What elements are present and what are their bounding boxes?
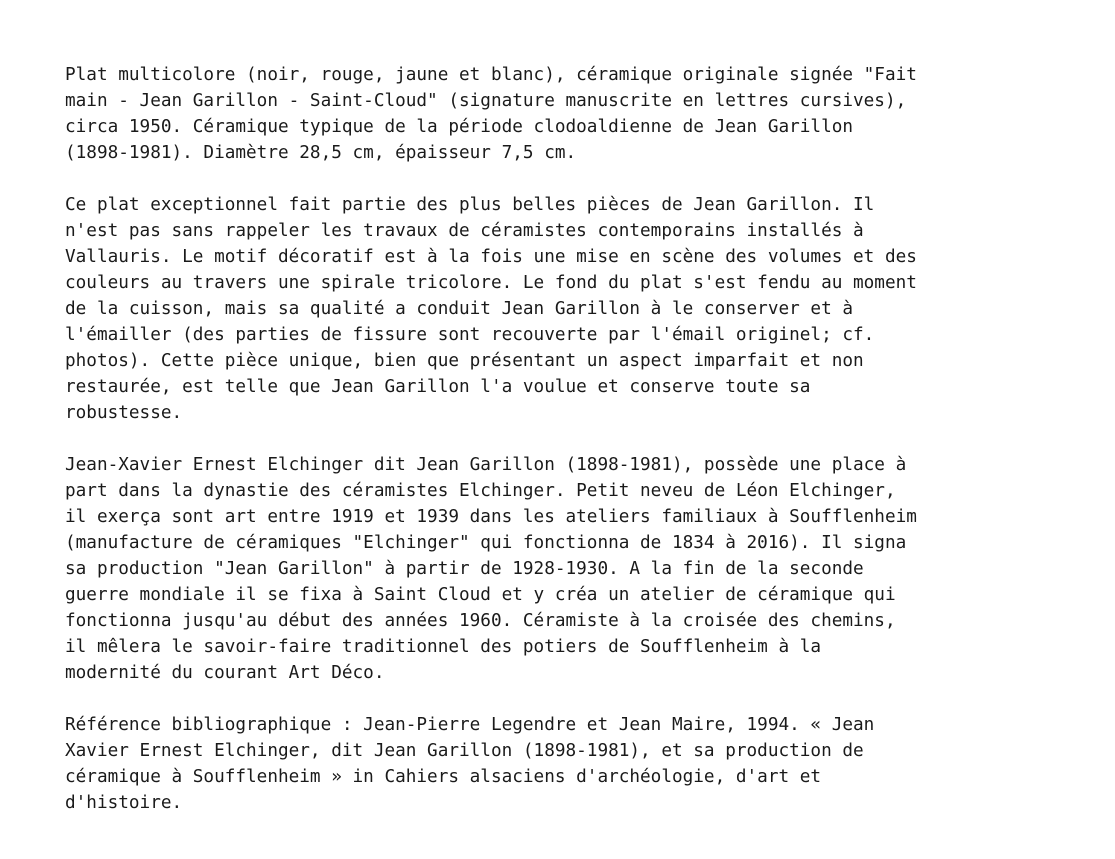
- paragraph-condition: [65, 192, 1095, 426]
- text-line: robustesse.: [65, 403, 183, 423]
- text-line: Xavier Ernest Elchinger, dit Jean Garillon (1898-1981), et sa production de: [65, 741, 864, 761]
- text-line: l'émailler (des parties de fissure sont recouverte par l'émail originel; cf.: [65, 325, 875, 345]
- paragraph-bibliography: [65, 712, 1095, 816]
- text-line: (1898-1981). Diamètre 28,5 cm, épaisseur 7,5 cm.: [65, 143, 577, 163]
- text-line: part dans la dynastie des céramistes Elchinger. Petit neveu de Léon Elchinger,: [65, 481, 896, 501]
- text-line: n'est pas sans rappeler les travaux de céramistes contemporains installés à: [65, 221, 864, 241]
- text-line: modernité du courant Art Déco.: [65, 663, 385, 683]
- text-line: d'histoire.: [65, 793, 183, 813]
- text-line: couleurs au travers une spirale tricolore. Le fond du plat s'est fendu au moment: [65, 273, 917, 293]
- text-line: Plat multicolore (noir, rouge, jaune et blanc), céramique originale signée "Fait: [65, 65, 917, 85]
- text-line: main - Jean Garillon - Saint-Cloud" (signature manuscrite en lettres cursives),: [65, 91, 907, 111]
- text-line: sa production "Jean Garillon" à partir de 1928-1930. A la fin de la seconde: [65, 559, 864, 579]
- text-line: il exerça sont art entre 1919 et 1939 dans les ateliers familiaux à Soufflenheim: [65, 507, 917, 527]
- text-line: photos). Cette pièce unique, bien que présentant un aspect imparfait et non: [65, 351, 864, 371]
- text-line: Jean-Xavier Ernest Elchinger dit Jean Garillon (1898-1981), possède une place à: [65, 455, 907, 475]
- paragraph-description: [65, 62, 1095, 166]
- text-line: fonctionna jusqu'au début des années 1960. Céramiste à la croisée des chemins,: [65, 611, 896, 631]
- text-line: circa 1950. Céramique typique de la période clodoaldienne de Jean Garillon: [65, 117, 854, 137]
- text-line: Ce plat exceptionnel fait partie des plus belles pièces de Jean Garillon. Il: [65, 195, 875, 215]
- paragraph-biography: [65, 452, 1095, 686]
- text-line: Vallauris. Le motif décoratif est à la fois une mise en scène des volumes et des: [65, 247, 917, 267]
- text-line: céramique à Soufflenheim » in Cahiers alsaciens d'archéologie, d'art et: [65, 767, 822, 787]
- text-line: de la cuisson, mais sa qualité a conduit Jean Garillon à le conserver et à: [65, 299, 854, 319]
- text-line: guerre mondiale il se fixa à Saint Cloud et y créa un atelier de céramique qui: [65, 585, 896, 605]
- text-line: Référence bibliographique : Jean-Pierre Legendre et Jean Maire, 1994. « Jean: [65, 715, 875, 735]
- text-line: (manufacture de céramiques "Elchinger" qui fonctionna de 1834 à 2016). Il signa: [65, 533, 907, 553]
- text-line: restaurée, est telle que Jean Garillon l'a voulue et conserve toute sa: [65, 377, 811, 397]
- text-line: il mêlera le savoir-faire traditionnel des potiers de Soufflenheim à la: [65, 637, 822, 657]
- document-body: [65, 62, 1095, 816]
